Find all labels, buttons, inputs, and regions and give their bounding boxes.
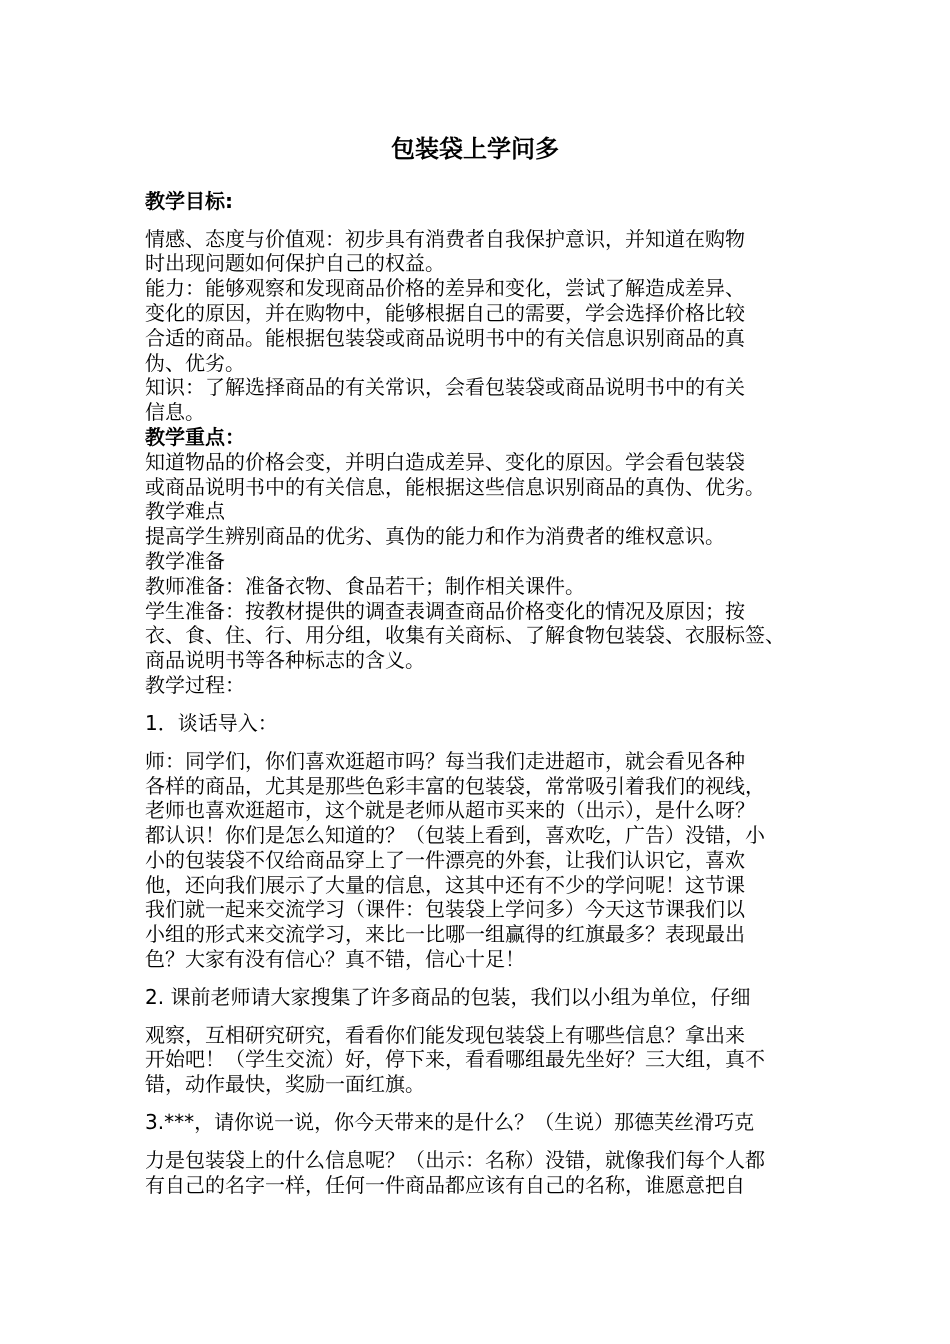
paragraph-line: 2. 课前老师请大家搜集了许多商品的包装，我们以小组为单位，仔细 <box>145 985 751 1009</box>
paragraph-line: 力是包装袋上的什么信息呢？（出示：名称）没错，就像我们每个人都 <box>145 1148 765 1172</box>
paragraph-line: 色？大家有没有信心？真不错，信心十足！ <box>145 947 525 971</box>
paragraph-line: 3.***，请你说一说，你今天带来的是什么？（生说）那德芙丝滑巧克 <box>145 1110 755 1134</box>
paragraph-line: 我们就一起来交流学习（课件：包装袋上学问多）今天这节课我们以 <box>145 897 745 921</box>
paragraph-line: 1．谈话导入： <box>145 711 278 735</box>
paragraph-line: 变化的原因，并在购物中，能够根据自己的需要，学会选择价格比较 <box>145 301 745 325</box>
paragraph-line: 小组的形式来交流学习，来比一比哪一组赢得的红旗最多？表现最出 <box>145 922 745 946</box>
paragraph-line: 教学准备 <box>145 549 225 573</box>
paragraph-line: 或商品说明书中的有关信息，能根据这些信息识别商品的真伪、优劣。 <box>145 475 765 499</box>
paragraph-line: 能力：能够观察和发现商品价格的差异和变化，尝试了解造成差异、 <box>145 276 745 300</box>
paragraph-line: 情感、态度与价值观：初步具有消费者自我保护意识，并知道在购物 <box>145 227 745 251</box>
paragraph-line: 小的包装袋不仅给商品穿上了一件漂亮的外套，让我们认识它，喜欢 <box>145 848 745 872</box>
paragraph-line: 他，还向我们展示了大量的信息，这其中还有不少的学问呢！这节课 <box>145 873 745 897</box>
paragraph-line: 信息。 <box>145 400 205 424</box>
paragraph-line: 各样的商品，尤其是那些色彩丰富的包装袋，常常吸引着我们的视线， <box>145 774 765 798</box>
paragraph-line: 合适的商品。能根据包装袋或商品说明书中的有关信息识别商品的真 <box>145 326 745 350</box>
paragraph-line: 提高学生辨别商品的优劣、真伪的能力和作为消费者的维权意识。 <box>145 524 725 548</box>
paragraph-line: 都认识！你们是怎么知道的？（包装上看到，喜欢吃，广告）没错，小 <box>145 823 765 847</box>
paragraph-line: 有自己的名字一样，任何一件商品都应该有自己的名称，谁愿意把自 <box>145 1173 745 1197</box>
paragraph-line: 时出现问题如何保护自己的权益。 <box>145 251 445 275</box>
paragraph-line: 老师也喜欢逛超市，这个就是老师从超市买来的（出示），是什么呀？ <box>145 798 755 822</box>
section-heading: 教学重点： <box>145 425 245 449</box>
paragraph-line: 观察，互相研究研究，看看你们能发现包装袋上有哪些信息？拿出来 <box>145 1023 745 1047</box>
paragraph-line: 师：同学们，你们喜欢逛超市吗？每当我们走进超市，就会看见各种 <box>145 749 745 773</box>
paragraph-line: 知道物品的价格会变，并明白造成差异、变化的原因。学会看包装袋 <box>145 450 745 474</box>
paragraph-line: 学生准备：按教材提供的调查表调查商品价格变化的情况及原因；按 <box>145 599 745 623</box>
paragraph-line: 教师准备：准备衣物、食品若干；制作相关课件。 <box>145 574 585 598</box>
paragraph-line: 知识：了解选择商品的有关常识，会看包装袋或商品说明书中的有关 <box>145 375 745 399</box>
paragraph-line: 教学过程： <box>145 673 245 697</box>
document-title: 包装袋上学问多 <box>391 135 559 163</box>
paragraph-line: 错，动作最快，奖励一面红旗。 <box>145 1072 425 1096</box>
paragraph-line: 衣、食、住、行、用分组，收集有关商标、了解食物包装袋、衣服标签、 <box>145 623 785 647</box>
paragraph-line: 伪、优劣。 <box>145 351 245 375</box>
paragraph-line: 开始吧！（学生交流）好，停下来，看看哪组最先坐好？三大组，真不 <box>145 1047 765 1071</box>
paragraph-line: 商品说明书等各种标志的含义。 <box>145 648 425 672</box>
section-heading: 教学目标: <box>145 189 233 213</box>
paragraph-line: 教学难点 <box>145 499 225 523</box>
